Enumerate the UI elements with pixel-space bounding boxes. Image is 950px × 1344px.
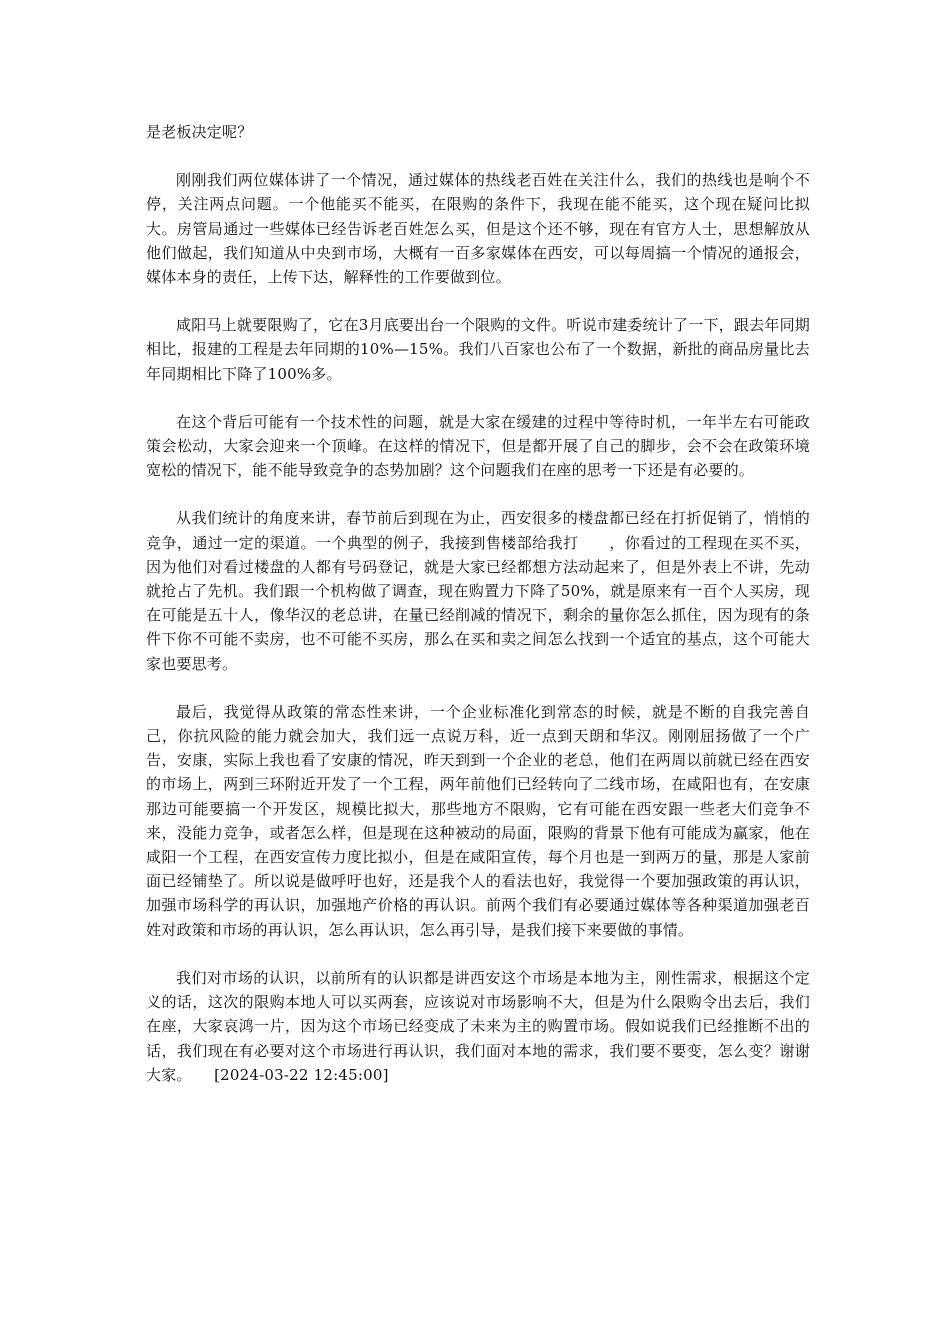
paragraph-policy-normalization: 最后，我觉得从政策的常态性来讲，一个企业标准化到常态的时候，就是不断的自我完善自己，你抗风险的能力就会加大，我们远一点说万科，近一点到天朗和华汉。刚刚屈扬做了一个广告，安康，实际上我也看了安康的情况，昨天到到一个企业的老总，他们在两周以前就已经在西安的市场上，两到三环附近开发了一个工程，两年前他们已经转向了二线市场，在咸阳也有，在安康那边可能要搞一个开发区，规模比拟大，那些地方不限购，它有可能在西安跟一些老大们竞争不来，没能力竞争，或者怎么样，但是现在这种被动的局面，限购的背景下他有可能成为赢家，他在咸阳一个工程，在西安宣传力度比拟小，但是在咸阳宣传，每个月也是一到两万的量，那是人家前面已经铺垫了。所以说是做呼吁也好，还是我个人的看法也好，我觉得一个要加强政策的再认识，加强市场科学的再认识，加强地产价格的再认识。前两个我们有必要通过媒体等各种渠道加强老百姓对政策和市场的再认识，怎么再认识，怎么再引导，是我们接下来要做的事情。 — [146, 702, 810, 939]
paragraph-xianyang-purchase-limit: 咸阳马上就要限购了，它在3月底要出台一个限购的文件。听说市建委统计了一下，跟去年同期相比，报建的工程是去年同期的10%—15%。我们八百家也公布了一个数据，新批的商品房量比去年同期相比下降了100%多。 — [146, 316, 810, 383]
paragraph-intro: 是老板决定呢？ — [146, 123, 253, 141]
paragraph-technical-issue: 在这个背后可能有一个技术性的问题，就是大家在缓建的过程中等待时机，一年半左右可能政策会松动，大家会迎来一个顶峰。在这样的情况下，但是都开展了自己的脚步，会不会在政策环境宽松的情况下，能不能导致竞争的态势加剧？这个问题我们在座的思考一下还是有必要的。 — [146, 412, 810, 480]
paragraph-statistics: 从我们统计的角度来讲，春节前后到现在为止，西安很多的楼盘都已经在打折促销了，悄悄的竞争，通过一定的渠道。一个典型的例子，我接到售楼部给我打 ，你看过的工程现在买不买，因为他们对看过楼盘的人都有号码登记，就是大家已经都想方法动起来了，但是外表上不讲，先动就抢占了先机。我们跟一个机构做了调查，现在购置力下降了50%，就是原来有一百个人买房，现在可能是五十人，像华汉的老总讲，在量已经削减的情况下，剩余的量你怎么抓住，因为现有的条件下你不可能不卖房，也不可能不买房，那么在买和卖之间怎么找到一个适宜的基点，这个可能大家也要思考。 — [146, 509, 810, 673]
paragraph-market-recognition-text: 我们对市场的认识，以前所有的认识都是讲西安这个市场是本地为主，刚性需求，根据这个定义的话，这次的限购本地人可以买两套，应该说对市场影响不大，但是为什么限购令出去后，我们在座，大家哀鸿一片，因为这个市场已经变成了未来为主的购置市场。假如说我们已经推断不出的话，我们现在有必要对这个市场进行再认识，我们面对本地的需求，我们要不要变，怎么变？谢谢大家。 — [146, 968, 810, 1084]
paragraph-media-hotline: 刚刚我们两位媒体讲了一个情况，通过媒体的热线老百姓在关注什么，我们的热线也是响个不停，关注两点问题。一个他能买不能买，在限购的条件下，我现在能不能买，这个现在疑问比拟大。房管局通过一些媒体已经告诉老百姓怎么买，但是这个还不够，现在有官方人士，思想解放从他们做起，我们知道从中央到市场，大概有一百多家媒体在西安，可以每周搞一个情况的通报会，媒体本身的责任，上传下达，解释性的工作要做到位。 — [146, 171, 810, 287]
document-body — [146, 120, 810, 1111]
timestamp: [2024-03-22 12:45:00] — [214, 1065, 389, 1084]
paragraph-market-recognition — [146, 966, 810, 1087]
